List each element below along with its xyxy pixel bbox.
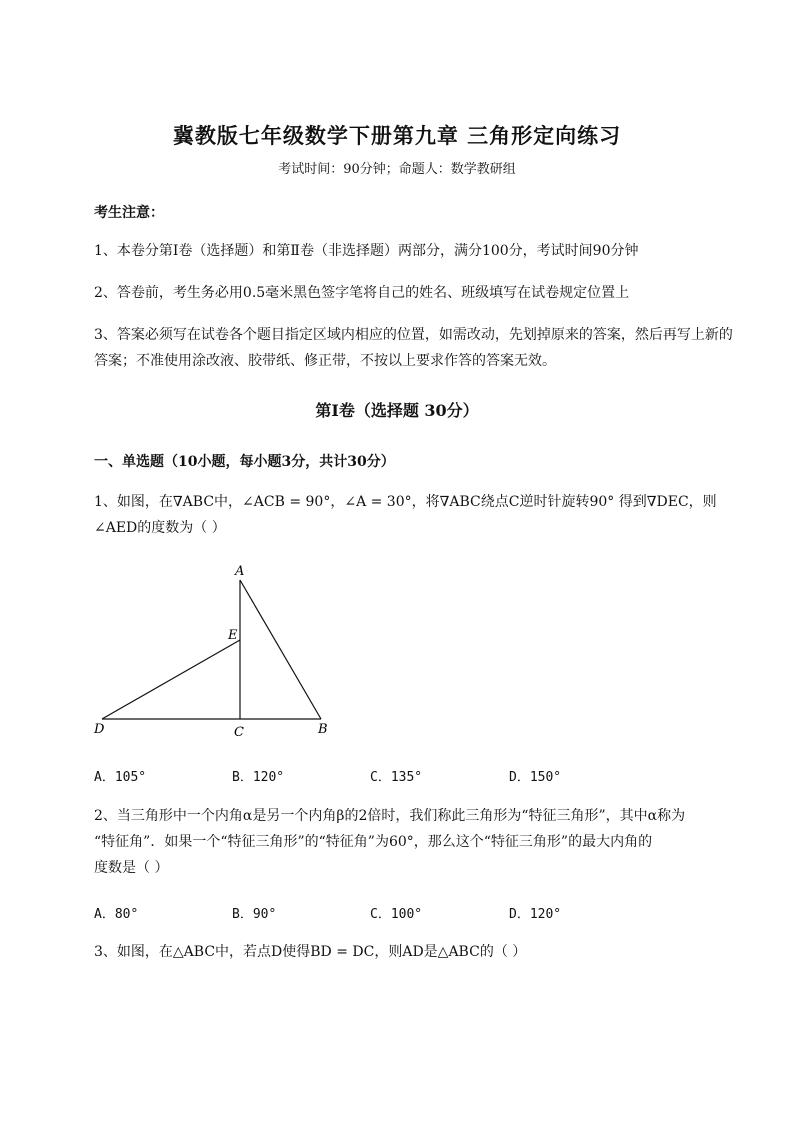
segment-de <box>102 640 240 719</box>
question-2-line-3: 度数是（ ） <box>94 860 169 876</box>
note-item-1: 1、本卷分第I卷（选择题）和第Ⅱ卷（非选择题）两部分，满分100分，考试时间90分钟 <box>94 243 639 259</box>
label-e: E <box>228 628 238 643</box>
notes-heading: 考生注意： <box>94 205 164 221</box>
question-1-option-b[interactable]: B．120° <box>232 770 285 785</box>
question-3-line-1: 3、如图，在△ABC中，若点D使得BD = DC，则AD是△ABC的（ ） <box>94 944 527 960</box>
question-2-option-b[interactable]: B．90° <box>232 907 277 922</box>
question-1-option-d[interactable]: D．150° <box>509 770 562 785</box>
question-1-figure <box>80 555 350 745</box>
question-2-option-c[interactable]: C．100° <box>370 907 423 922</box>
section-title: 第I卷（选择题 30分） <box>315 401 479 420</box>
question-2-option-d[interactable]: D．120° <box>509 907 562 922</box>
part-heading: 一、单选题（10小题，每小题3分，共计30分） <box>94 454 395 470</box>
question-2-line-1: 2、当三角形中一个内角α是另一个内角β的2倍时，我们称此三角形为“特征三角形”，其中α称为 <box>94 808 686 824</box>
label-c: C <box>234 725 244 740</box>
question-2-option-a[interactable]: A．80° <box>94 907 139 922</box>
label-b: B <box>318 722 328 737</box>
page-subtitle: 考试时间：90分钟；命题人：数学教研组 <box>278 162 516 177</box>
question-1-option-c[interactable]: C．135° <box>370 770 423 785</box>
question-1-line-2: ∠AED的度数为（ ） <box>94 520 226 536</box>
segment-ab <box>240 580 321 719</box>
note-item-2: 2、答卷前，考生务必用0.5毫米黑色签字笔将自己的姓名、班级填写在试卷规定位置上 <box>94 285 630 301</box>
label-a: A <box>235 564 245 579</box>
label-d: D <box>94 722 105 737</box>
page-title: 冀教版七年级数学下册第九章 三角形定向练习 <box>172 123 622 148</box>
question-1-line-1: 1、如图，在∇ABC中，∠ACB = 90°，∠A = 30°，将∇ABC绕点C逆时针旋转90° 得到∇DEC，则 <box>94 494 717 510</box>
note-item-3: 3、答案必须写在试卷各个题目指定区域内相应的位置，如需改动，先划掉原来的答案，然后再写上新的答案；不准使用涂改液、胶带纸、修正带，不按以上要求作答的答案无效。 <box>94 327 733 369</box>
question-1-option-a[interactable]: A．105° <box>94 770 147 785</box>
question-2-line-2: “特征角”．如果一个“特征三角形”的“特征角”为60°，那么这个“特征三角形”的最大内角的 <box>94 834 653 850</box>
